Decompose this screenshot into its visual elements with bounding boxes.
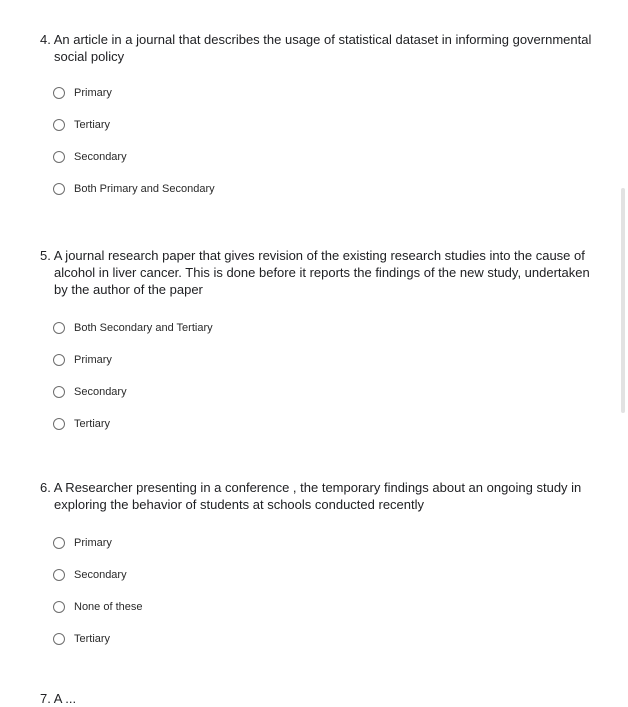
- option-tertiary[interactable]: [53, 408, 595, 440]
- option-label: Secondary: [74, 151, 127, 163]
- option-label: Secondary: [74, 569, 127, 581]
- option-label: Primary: [74, 87, 112, 99]
- question-text: 6. A Researcher presenting in a conference , the temporary findings about an ongoing study in exploring the behavior of students at schools conducted recently: [40, 480, 582, 512]
- option-both-primary-secondary[interactable]: [53, 173, 600, 205]
- option-none-of-these[interactable]: [53, 591, 605, 623]
- option-primary[interactable]: [53, 344, 595, 376]
- option-tertiary[interactable]: [53, 623, 605, 655]
- option-label: None of these: [74, 601, 143, 613]
- option-primary[interactable]: [53, 527, 605, 559]
- options-group: [40, 312, 595, 440]
- option-label: Primary: [74, 537, 112, 549]
- radio-icon[interactable]: [53, 119, 65, 131]
- radio-icon[interactable]: [53, 537, 65, 549]
- option-secondary[interactable]: [53, 141, 600, 173]
- question-text: 5. A journal research paper that gives revision of the existing research studies into the cause of alcohol in liver cancer. This is done before it reports the findings of the new study, undertaken by the author of the paper: [40, 248, 590, 297]
- option-label: Primary: [74, 354, 112, 366]
- page-scrollbar[interactable]: [621, 188, 625, 413]
- question-6: [40, 479, 605, 655]
- option-secondary[interactable]: [53, 376, 595, 408]
- option-label: Both Secondary and Tertiary: [74, 322, 213, 334]
- option-both-secondary-tertiary[interactable]: [53, 312, 595, 344]
- option-primary[interactable]: [53, 77, 600, 109]
- radio-icon[interactable]: [53, 322, 65, 334]
- question-7-partial: 7. A ...: [40, 691, 77, 706]
- question-text: 4. An article in a journal that describes the usage of statistical dataset in informing governmental social policy: [40, 32, 592, 64]
- radio-icon[interactable]: [53, 151, 65, 163]
- option-label: Tertiary: [74, 119, 111, 131]
- option-secondary[interactable]: [53, 559, 605, 591]
- options-group: [40, 77, 600, 205]
- radio-icon[interactable]: [53, 183, 65, 195]
- option-label: Tertiary: [74, 633, 111, 645]
- radio-icon[interactable]: [53, 386, 65, 398]
- question-5: [40, 247, 595, 440]
- options-group: [40, 527, 605, 655]
- question-4: [40, 31, 600, 205]
- radio-icon[interactable]: [53, 418, 65, 430]
- option-label: Tertiary: [74, 418, 111, 430]
- radio-icon[interactable]: [53, 569, 65, 581]
- option-label: Both Primary and Secondary: [74, 183, 215, 195]
- radio-icon[interactable]: [53, 87, 65, 99]
- radio-icon[interactable]: [53, 601, 65, 613]
- radio-icon[interactable]: [53, 633, 65, 645]
- option-tertiary[interactable]: [53, 109, 600, 141]
- option-label: Secondary: [74, 386, 127, 398]
- radio-icon[interactable]: [53, 354, 65, 366]
